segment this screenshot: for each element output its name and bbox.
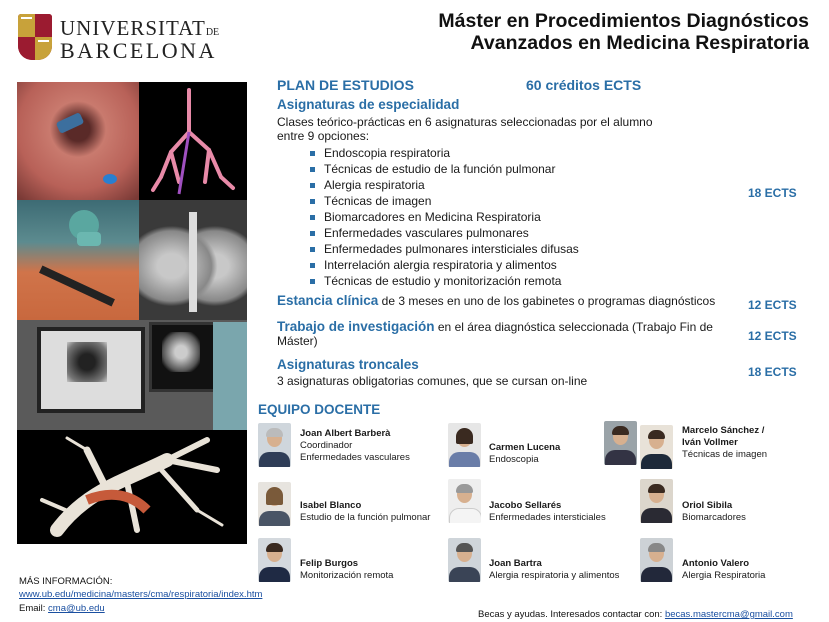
team-member: Antonio Valero Alergia Respiratoria [682, 558, 766, 581]
avatar [448, 538, 481, 582]
avatar [448, 423, 481, 467]
endoscopy-image [17, 82, 139, 200]
team-member: Felip Burgos Monitorización remota [300, 558, 394, 581]
specialty-subject-list [308, 145, 728, 289]
avatar [448, 479, 481, 523]
vascular-3d-image [17, 430, 247, 544]
core-title: Asignaturas troncales [277, 357, 419, 372]
list-item: Endoscopia respiratoria [308, 145, 728, 161]
team-heading: EQUIPO DOCENTE [258, 402, 381, 417]
university-name-line2: BARCELONA [60, 38, 217, 63]
team-member: Jacobo Sellarés Enfermedades intersticiales [489, 500, 606, 523]
avatar [258, 538, 291, 582]
avatar [258, 423, 291, 467]
bronchial-tree-image [139, 82, 247, 200]
grants-email-link[interactable]: becas.mastercma@gmail.com [664, 609, 793, 620]
core-description: 3 asignaturas obligatorias comunes, que se cursan on-line [277, 374, 588, 388]
email-line: Email: cma@ub.edu [19, 603, 105, 614]
list-item: Alergia respiratoria [308, 177, 728, 193]
specialty-ects: 18 ECTS [748, 186, 797, 200]
research-work: Trabajo de investigación en el área diagnóstica seleccionada (Trabajo Fin de Máster) [277, 319, 713, 348]
credits-total: 60 créditos ECTS [526, 77, 642, 93]
avatar [604, 421, 637, 465]
avatar [640, 425, 673, 469]
team-member: Joan Bartra Alergia respiratoria y alimentos [489, 558, 620, 581]
team-member: Carmen Lucena Endoscopia [489, 442, 561, 465]
team-member: Oriol Sibila Biomarcadores [682, 500, 746, 523]
page-title: Máster en Procedimientos Diagnósticos Avanzados en Medicina Respiratoria [438, 10, 809, 54]
team-member: Marcelo Sánchez / Iván Vollmer Técnicas de imagen [682, 425, 768, 460]
core-ects: 18 ECTS [748, 365, 797, 379]
plan-heading: PLAN DE ESTUDIOS [277, 77, 414, 93]
list-item: Técnicas de estudio de la función pulmonar [308, 161, 728, 177]
avatar [640, 538, 673, 582]
list-item: Interrelación alergia respiratoria y alimentos [308, 257, 728, 273]
more-info-label: MÁS INFORMACIÓN: [19, 576, 113, 587]
university-name-line1: UNIVERSITATDE [60, 16, 220, 40]
clinical-stay: Estancia clínica de 3 meses en uno de los gabinetes o programas diagnósticos [277, 293, 716, 308]
specialty-title: Asignaturas de especialidad [277, 97, 460, 112]
team-member: Isabel Blanco Estudio de la función pulmonar [300, 500, 431, 523]
university-shield-logo [18, 14, 52, 60]
medical-photo-collage [17, 82, 247, 544]
list-item: Técnicas de estudio y monitorización remota [308, 273, 728, 289]
avatar [258, 482, 291, 526]
team-member: Joan Albert Barberà Coordinador Enfermedades vasculares [300, 428, 410, 463]
research-ects: 12 ECTS [748, 329, 797, 343]
specialty-description: Clases teórico-prácticas en 6 asignaturas seleccionadas por el alumno entre 9 opciones: [277, 115, 653, 143]
grants-line: Becas y ayudas. Interesados contactar con: becas.mastercma@gmail.com [478, 609, 793, 620]
list-item: Enfermedades vasculares pulmonares [308, 225, 728, 241]
clinical-ects: 12 ECTS [748, 298, 797, 312]
avatar [640, 479, 673, 523]
list-item: Técnicas de imagen [308, 193, 728, 209]
list-item: Enfermedades pulmonares intersticiales difusas [308, 241, 728, 257]
list-item: Biomarcadores en Medicina Respiratoria [308, 209, 728, 225]
more-info-link[interactable]: www.ub.edu/medicina/masters/cma/respiratoria/index.htm [19, 589, 263, 600]
email-link[interactable]: cma@ub.edu [48, 603, 105, 614]
